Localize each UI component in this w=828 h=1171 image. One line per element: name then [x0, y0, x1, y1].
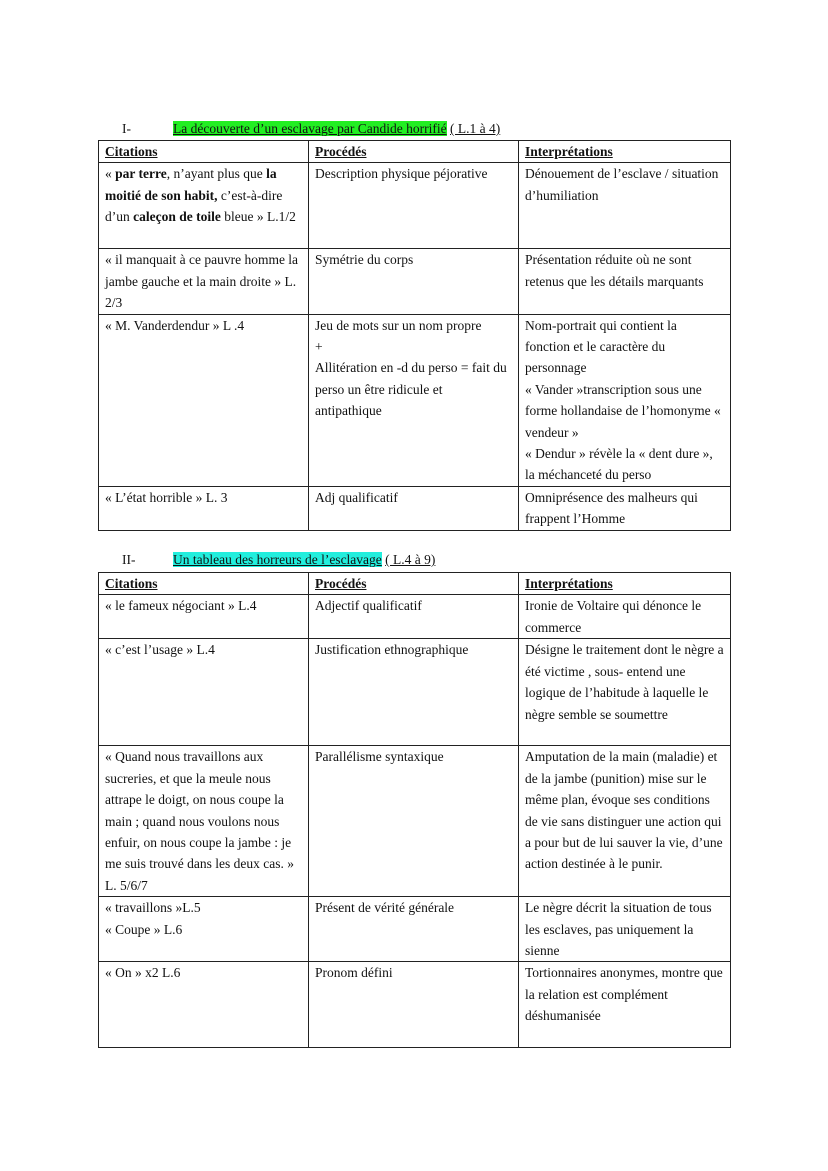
citation-cell: « Quand nous travaillons aux sucreries, et que la meule nous attrape le doigt, on nous coupe la main ; quand nous voulons nous enfuir, on nous coupe la jambe : je me suis trouvé dans les deux cas. » L. 5/6/7	[99, 746, 309, 897]
interpretation-cell: Nom-portrait qui contient la fonction et le caractère du personnage « Vander »transcription sous une forme hollandaise de l’homonyme « vendeur » « Dendur » révèle la « dent dure », la méchanceté du perso	[519, 314, 731, 486]
procede-cell: Jeu de mots sur un nom propre + Allitération en -d du perso = fait du perso un être ridicule et antipathique	[309, 314, 519, 486]
header-citations: Citations	[99, 573, 309, 595]
interpretation-cell: Dénouement de l’esclave / situation d’humiliation	[519, 163, 731, 249]
procede-cell: Description physique péjorative	[309, 163, 519, 249]
section-1-number: I-	[122, 121, 131, 136]
section-1-heading	[122, 120, 500, 138]
interpretation-cell: Tortionnaires anonymes, montre que la relation est complément déshumanisée	[519, 962, 731, 1048]
table-section-2	[98, 572, 731, 1048]
section-1-title: La découverte d’un esclavage par Candide horrifié	[173, 121, 447, 136]
table-row	[99, 249, 731, 314]
table-row	[99, 595, 731, 639]
header-interpretations: Interprétations	[519, 573, 731, 595]
section-2-ref: ( L.4 à 9)	[385, 552, 436, 567]
interpretation-cell: Le nègre décrit la situation de tous les esclaves, pas uniquement la sienne	[519, 897, 731, 962]
citation-cell: « il manquait à ce pauvre homme la jambe gauche et la main droite » L. 2/3	[99, 249, 309, 314]
citation-cell: « On » x2 L.6	[99, 962, 309, 1048]
table-row	[99, 962, 731, 1048]
table-row	[99, 486, 731, 530]
header-procedes: Procédés	[309, 573, 519, 595]
citation-cell: « travaillons »L.5 « Coupe » L.6	[99, 897, 309, 962]
table-row	[99, 639, 731, 746]
procede-cell: Adjectif qualificatif	[309, 595, 519, 639]
procede-cell: Symétrie du corps	[309, 249, 519, 314]
interpretation-cell: Désigne le traitement dont le nègre a été victime , sous- entend une logique de l’habitude à laquelle le nègre semble se soumettre	[519, 639, 731, 746]
interpretation-cell: Amputation de la main (maladie) et de la jambe (punition) mise sur le même plan, évoque ses conditions de vie sans distinguer une action qui a pour but de lui sauver la vie, d’une action destinée à le punir.	[519, 746, 731, 897]
procede-cell: Adj qualificatif	[309, 486, 519, 530]
header-citations: Citations	[99, 141, 309, 163]
table-header-row	[99, 573, 731, 595]
table-row	[99, 746, 731, 897]
citation-cell: « L’état horrible » L. 3	[99, 486, 309, 530]
procede-cell: Parallélisme syntaxique	[309, 746, 519, 897]
header-interpretations: Interprétations	[519, 141, 731, 163]
table-header-row	[99, 141, 731, 163]
section-1-ref: ( L.1 à 4)	[450, 121, 501, 136]
citation-cell: « le fameux négociant » L.4	[99, 595, 309, 639]
table-row	[99, 163, 731, 249]
procede-cell: Présent de vérité générale	[309, 897, 519, 962]
procede-cell: Pronom défini	[309, 962, 519, 1048]
section-2-heading	[122, 551, 435, 569]
interpretation-cell: Présentation réduite où ne sont retenus que les détails marquants	[519, 249, 731, 314]
interpretation-cell: Ironie de Voltaire qui dénonce le commerce	[519, 595, 731, 639]
procede-cell: Justification ethnographique	[309, 639, 519, 746]
header-procedes: Procédés	[309, 141, 519, 163]
citation-cell: « c’est l’usage » L.4	[99, 639, 309, 746]
interpretation-cell: Omniprésence des malheurs qui frappent l’Homme	[519, 486, 731, 530]
citation-cell: « par terre, n’ayant plus que la moitié de son habit, c’est-à-dire d’un caleçon de toile bleue » L.1/2	[99, 163, 309, 249]
table-row	[99, 314, 731, 486]
citation-cell: « M. Vanderdendur » L .4	[99, 314, 309, 486]
section-2-number: II-	[122, 552, 136, 567]
table-section-1	[98, 140, 731, 531]
section-2-title: Un tableau des horreurs de l’esclavage	[173, 552, 382, 567]
table-row	[99, 897, 731, 962]
